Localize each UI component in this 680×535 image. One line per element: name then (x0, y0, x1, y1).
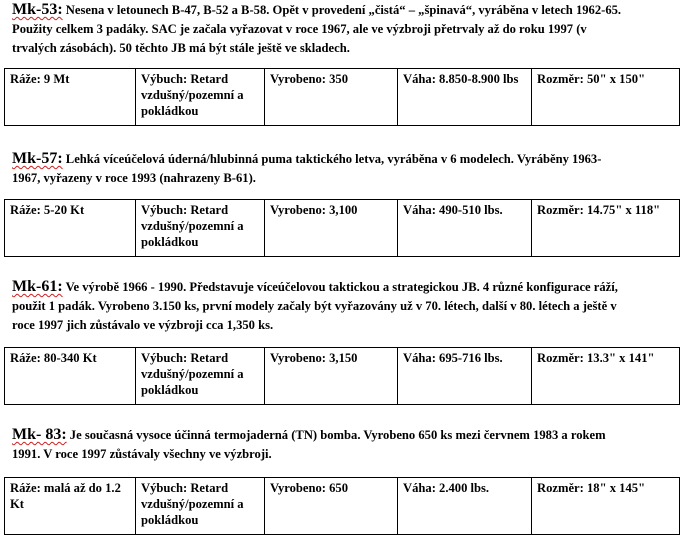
table-row (5, 200, 680, 257)
mk53-spec-table (4, 68, 680, 126)
mk61-produced-cell: Vyrobeno: 3,150 (265, 348, 398, 405)
mk61-heading: Mk-61: (12, 278, 63, 295)
mk61-paragraph (12, 277, 624, 335)
mk53-paragraph (12, 0, 624, 58)
mk53-weight-cell: Váha: 8.850-8.900 lbs (398, 69, 532, 126)
mk53-produced-cell: Vyrobeno: 350 (265, 69, 398, 126)
mk83-produced-cell: Vyrobeno: 650 (265, 478, 398, 535)
mk61-weight-cell: Váha: 695-716 lbs. (398, 348, 532, 405)
mk57-weight-cell: Váha: 490-510 lbs. (398, 200, 532, 257)
mk83-dimensions-cell: Rozměr: 18" x 145" (532, 478, 680, 535)
mk57-spec-table (4, 199, 680, 257)
mk61-spec-table (4, 347, 680, 405)
table-row (5, 69, 680, 126)
mk61-yield-cell: Ráže: 80-340 Kt (5, 348, 136, 405)
mk57-paragraph (12, 149, 624, 188)
mk83-burst-cell: Výbuch: Retard vzdušný/pozemní a pokládkou (136, 478, 265, 535)
table-row (5, 478, 680, 535)
mk53-dimensions-cell: Rozměr: 50" x 150" (532, 69, 680, 126)
mk57-yield-cell: Ráže: 5-20 Kt (5, 200, 136, 257)
mk61-dimensions-cell: Rozměr: 13.3" x 141" (532, 348, 680, 405)
mk53-burst-cell: Výbuch: Retard vzdušný/pozemní a pokládkou (136, 69, 265, 126)
mk83-heading: Mk- 83: (12, 426, 67, 443)
mk83-yield-cell: Ráže: malá až do 1.2 Kt (5, 478, 136, 535)
mk53-description: Nesena v letounech B-47, B-52 a B-58. Opět v provedení „čistá“ – „špinavá“, vyráběna v letech 1962-65. Použity celkem 3 padáky. SAC je začala vyřazovat v roce 1967, ale ve výzbroji přetrvaly až do roku 1997 (v trvalých zásobách). 50 těchto JB má být stále ještě ve skladech. (12, 3, 622, 55)
mk57-dimensions-cell: Rozměr: 14.75" x 118" (532, 200, 680, 257)
mk83-spec-table (4, 477, 680, 535)
mk57-produced-cell: Vyrobeno: 3,100 (265, 200, 398, 257)
mk57-burst-cell: Výbuch: Retard vzdušný/pozemní a pokládkou (136, 200, 265, 257)
mk61-burst-cell: Výbuch: Retard vzdušný/pozemní a pokládkou (136, 348, 265, 405)
mk83-paragraph (12, 425, 624, 464)
mk53-heading: Mk-53: (12, 1, 63, 18)
mk57-heading: Mk-57: (12, 150, 63, 167)
mk53-yield-cell: Ráže: 9 Mt (5, 69, 136, 126)
mk61-description: Ve výrobě 1966 - 1990. Představuje víceúčelovou taktickou a strategickou JB. 4 různé konfigurace ráží, použit 1 padák. Vyrobeno 3.150 ks, první modely začaly být vyřazovány už v 70. létech, další v 80. létech a ještě v roce 1997 jich zůstávalo ve výzbroji cca 1,350 ks. (12, 280, 618, 332)
table-row (5, 348, 680, 405)
mk83-weight-cell: Váha: 2.400 lbs. (398, 478, 532, 535)
mk57-description: Lehká víceúčelová úderná/hlubinná puma taktického letva, vyráběna v 6 modelech. Vyráběny 1963-1967, vyřazeny v roce 1993 (nahrazeny B-61). (12, 152, 602, 185)
mk83-description: Je současná vysoce účinná termojaderná (TN) bomba. Vyrobeno 650 ks mezi červnem 1983 a rokem 1991. V roce 1997 zůstávaly všechny ve výzbroji. (12, 428, 606, 461)
